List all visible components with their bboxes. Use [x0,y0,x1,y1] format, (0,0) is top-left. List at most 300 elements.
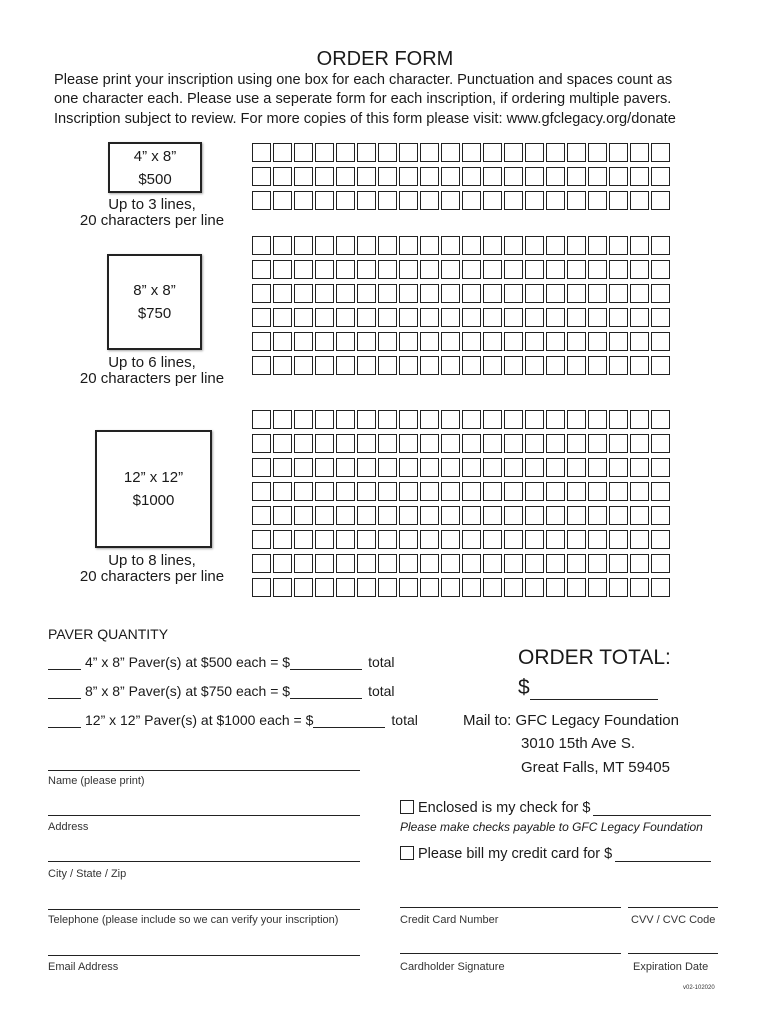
character-box[interactable] [315,143,334,162]
character-box[interactable] [315,260,334,279]
inscription-grid-4x8[interactable] [252,143,670,210]
character-box[interactable] [273,554,292,573]
character-box[interactable] [294,356,313,375]
check-amount-input[interactable] [593,801,711,816]
character-box[interactable] [504,191,523,210]
character-box[interactable] [294,308,313,327]
character-box[interactable] [441,356,460,375]
character-box[interactable] [273,410,292,429]
character-box[interactable] [630,236,649,255]
character-box[interactable] [441,434,460,453]
telephone-field[interactable] [48,909,360,910]
character-box[interactable] [609,308,628,327]
character-box[interactable] [378,167,397,186]
character-box[interactable] [588,236,607,255]
character-box[interactable] [462,506,481,525]
subtotal-8x8-input[interactable] [290,686,362,699]
character-box[interactable] [483,506,502,525]
character-box[interactable] [609,260,628,279]
character-box[interactable] [483,191,502,210]
character-box[interactable] [525,191,544,210]
character-box[interactable] [357,554,376,573]
character-box[interactable] [399,284,418,303]
character-box[interactable] [462,530,481,549]
character-box[interactable] [651,578,670,597]
character-box[interactable] [420,530,439,549]
character-box[interactable] [588,458,607,477]
character-box[interactable] [357,458,376,477]
character-box[interactable] [504,143,523,162]
credit-amount-input[interactable] [615,847,711,862]
character-box[interactable] [567,530,586,549]
character-box[interactable] [441,458,460,477]
character-box[interactable] [273,308,292,327]
character-box[interactable] [294,332,313,351]
character-box[interactable] [420,284,439,303]
character-box[interactable] [252,167,271,186]
character-box[interactable] [399,506,418,525]
character-box[interactable] [630,506,649,525]
character-box[interactable] [525,410,544,429]
character-box[interactable] [273,236,292,255]
character-box[interactable] [273,284,292,303]
character-box[interactable] [378,530,397,549]
character-box[interactable] [252,284,271,303]
character-box[interactable] [483,578,502,597]
character-box[interactable] [630,434,649,453]
cvv-field[interactable] [628,907,718,908]
subtotal-4x8-input[interactable] [290,657,362,670]
character-box[interactable] [462,482,481,501]
character-box[interactable] [441,578,460,597]
character-box[interactable] [378,482,397,501]
character-box[interactable] [273,578,292,597]
name-field[interactable] [48,770,360,771]
credit-checkbox[interactable] [400,846,414,860]
character-box[interactable] [504,308,523,327]
character-box[interactable] [462,410,481,429]
character-box[interactable] [399,578,418,597]
character-box[interactable] [252,458,271,477]
character-box[interactable] [525,578,544,597]
character-box[interactable] [315,236,334,255]
character-box[interactable] [336,410,355,429]
character-box[interactable] [357,482,376,501]
character-box[interactable] [273,143,292,162]
character-box[interactable] [462,260,481,279]
character-box[interactable] [630,167,649,186]
character-box[interactable] [441,410,460,429]
character-box[interactable] [441,506,460,525]
character-box[interactable] [273,530,292,549]
character-box[interactable] [462,458,481,477]
character-box[interactable] [462,434,481,453]
character-box[interactable] [336,143,355,162]
character-box[interactable] [630,356,649,375]
character-box[interactable] [588,167,607,186]
character-box[interactable] [378,356,397,375]
character-box[interactable] [252,191,271,210]
character-box[interactable] [525,530,544,549]
character-box[interactable] [630,284,649,303]
character-box[interactable] [609,482,628,501]
character-box[interactable] [420,434,439,453]
character-box[interactable] [294,191,313,210]
character-box[interactable] [336,284,355,303]
character-box[interactable] [546,482,565,501]
character-box[interactable] [294,530,313,549]
character-box[interactable] [315,434,334,453]
character-box[interactable] [462,332,481,351]
character-box[interactable] [651,458,670,477]
character-box[interactable] [630,308,649,327]
character-box[interactable] [357,356,376,375]
character-box[interactable] [357,284,376,303]
character-box[interactable] [609,410,628,429]
character-box[interactable] [420,236,439,255]
character-box[interactable] [273,506,292,525]
character-box[interactable] [567,482,586,501]
character-box[interactable] [651,167,670,186]
character-box[interactable] [588,356,607,375]
character-box[interactable] [252,530,271,549]
character-box[interactable] [441,236,460,255]
character-box[interactable] [399,410,418,429]
character-box[interactable] [252,356,271,375]
character-box[interactable] [588,308,607,327]
character-box[interactable] [420,356,439,375]
character-box[interactable] [630,260,649,279]
check-checkbox[interactable] [400,800,414,814]
character-box[interactable] [609,284,628,303]
character-box[interactable] [357,530,376,549]
character-box[interactable] [315,356,334,375]
character-box[interactable] [504,458,523,477]
character-box[interactable] [483,434,502,453]
character-box[interactable] [252,236,271,255]
character-box[interactable] [567,284,586,303]
character-box[interactable] [399,236,418,255]
character-box[interactable] [609,167,628,186]
character-box[interactable] [441,191,460,210]
character-box[interactable] [525,308,544,327]
character-box[interactable] [378,236,397,255]
character-box[interactable] [336,458,355,477]
character-box[interactable] [462,284,481,303]
signature-field[interactable] [400,953,621,954]
character-box[interactable] [378,434,397,453]
character-box[interactable] [378,308,397,327]
quantity-4x8-input[interactable] [48,657,81,670]
character-box[interactable] [567,167,586,186]
character-box[interactable] [399,434,418,453]
character-box[interactable] [546,236,565,255]
character-box[interactable] [609,458,628,477]
character-box[interactable] [588,434,607,453]
character-box[interactable] [588,332,607,351]
character-box[interactable] [357,434,376,453]
character-box[interactable] [420,554,439,573]
inscription-grid-12x12[interactable] [252,410,670,597]
character-box[interactable] [504,284,523,303]
character-box[interactable] [420,458,439,477]
character-box[interactable] [651,434,670,453]
character-box[interactable] [378,506,397,525]
character-box[interactable] [567,332,586,351]
character-box[interactable] [336,332,355,351]
character-box[interactable] [315,191,334,210]
character-box[interactable] [630,458,649,477]
character-box[interactable] [567,458,586,477]
character-box[interactable] [399,332,418,351]
character-box[interactable] [357,308,376,327]
character-box[interactable] [567,236,586,255]
character-box[interactable] [588,191,607,210]
character-box[interactable] [651,236,670,255]
character-box[interactable] [252,554,271,573]
character-box[interactable] [630,332,649,351]
character-box[interactable] [420,167,439,186]
character-box[interactable] [378,284,397,303]
character-box[interactable] [609,236,628,255]
character-box[interactable] [588,410,607,429]
character-box[interactable] [546,458,565,477]
character-box[interactable] [504,260,523,279]
character-box[interactable] [378,191,397,210]
character-box[interactable] [651,530,670,549]
character-box[interactable] [441,143,460,162]
character-box[interactable] [441,308,460,327]
character-box[interactable] [420,410,439,429]
character-box[interactable] [378,554,397,573]
character-box[interactable] [462,167,481,186]
character-box[interactable] [546,356,565,375]
character-box[interactable] [525,284,544,303]
character-box[interactable] [252,308,271,327]
character-box[interactable] [336,554,355,573]
character-box[interactable] [294,236,313,255]
character-box[interactable] [567,260,586,279]
character-box[interactable] [294,506,313,525]
character-box[interactable] [504,506,523,525]
character-box[interactable] [336,506,355,525]
character-box[interactable] [399,143,418,162]
character-box[interactable] [399,554,418,573]
character-box[interactable] [567,356,586,375]
character-box[interactable] [588,554,607,573]
character-box[interactable] [483,332,502,351]
character-box[interactable] [420,332,439,351]
character-box[interactable] [315,284,334,303]
quantity-8x8-input[interactable] [48,686,81,699]
character-box[interactable] [273,332,292,351]
character-box[interactable] [252,332,271,351]
character-box[interactable] [609,191,628,210]
character-box[interactable] [294,554,313,573]
character-box[interactable] [483,482,502,501]
character-box[interactable] [273,434,292,453]
character-box[interactable] [336,191,355,210]
character-box[interactable] [441,554,460,573]
character-box[interactable] [378,260,397,279]
character-box[interactable] [609,578,628,597]
card-number-field[interactable] [400,907,621,908]
character-box[interactable] [273,482,292,501]
character-box[interactable] [525,143,544,162]
character-box[interactable] [273,458,292,477]
character-box[interactable] [336,482,355,501]
character-box[interactable] [441,530,460,549]
character-box[interactable] [651,191,670,210]
character-box[interactable] [336,530,355,549]
character-box[interactable] [525,554,544,573]
character-box[interactable] [567,143,586,162]
character-box[interactable] [609,530,628,549]
character-box[interactable] [525,434,544,453]
character-box[interactable] [378,332,397,351]
character-box[interactable] [651,410,670,429]
character-box[interactable] [651,284,670,303]
character-box[interactable] [336,167,355,186]
character-box[interactable] [504,434,523,453]
character-box[interactable] [336,308,355,327]
character-box[interactable] [525,506,544,525]
character-box[interactable] [504,530,523,549]
character-box[interactable] [609,356,628,375]
character-box[interactable] [546,530,565,549]
character-box[interactable] [504,236,523,255]
character-box[interactable] [315,167,334,186]
character-box[interactable] [567,191,586,210]
character-box[interactable] [630,191,649,210]
character-box[interactable] [483,308,502,327]
character-box[interactable] [483,530,502,549]
character-box[interactable] [315,506,334,525]
character-box[interactable] [609,554,628,573]
character-box[interactable] [294,284,313,303]
character-box[interactable] [546,554,565,573]
order-total-input[interactable] [530,681,658,700]
character-box[interactable] [483,260,502,279]
character-box[interactable] [588,284,607,303]
character-box[interactable] [294,578,313,597]
character-box[interactable] [504,578,523,597]
character-box[interactable] [420,143,439,162]
character-box[interactable] [525,356,544,375]
city-state-zip-field[interactable] [48,861,360,862]
character-box[interactable] [630,530,649,549]
character-box[interactable] [399,308,418,327]
character-box[interactable] [315,554,334,573]
character-box[interactable] [441,284,460,303]
character-box[interactable] [273,356,292,375]
character-box[interactable] [357,191,376,210]
character-box[interactable] [378,458,397,477]
character-box[interactable] [483,236,502,255]
character-box[interactable] [273,191,292,210]
character-box[interactable] [630,410,649,429]
character-box[interactable] [567,554,586,573]
character-box[interactable] [420,482,439,501]
character-box[interactable] [252,434,271,453]
character-box[interactable] [651,332,670,351]
character-box[interactable] [336,236,355,255]
character-box[interactable] [252,482,271,501]
character-box[interactable] [651,143,670,162]
character-box[interactable] [525,332,544,351]
character-box[interactable] [357,167,376,186]
character-box[interactable] [378,410,397,429]
character-box[interactable] [588,578,607,597]
character-box[interactable] [483,554,502,573]
character-box[interactable] [294,260,313,279]
character-box[interactable] [252,578,271,597]
character-box[interactable] [483,284,502,303]
character-box[interactable] [399,356,418,375]
character-box[interactable] [252,506,271,525]
character-box[interactable] [420,506,439,525]
character-box[interactable] [420,260,439,279]
character-box[interactable] [504,356,523,375]
character-box[interactable] [630,482,649,501]
character-box[interactable] [483,410,502,429]
character-box[interactable] [546,191,565,210]
character-box[interactable] [504,167,523,186]
expiration-field[interactable] [628,953,718,954]
character-box[interactable] [462,356,481,375]
character-box[interactable] [294,167,313,186]
character-box[interactable] [567,434,586,453]
character-box[interactable] [294,143,313,162]
character-box[interactable] [462,308,481,327]
character-box[interactable] [441,332,460,351]
character-box[interactable] [651,482,670,501]
character-box[interactable] [294,410,313,429]
character-box[interactable] [420,578,439,597]
character-box[interactable] [567,506,586,525]
character-box[interactable] [399,530,418,549]
character-box[interactable] [483,458,502,477]
character-box[interactable] [399,458,418,477]
character-box[interactable] [357,236,376,255]
character-box[interactable] [336,356,355,375]
character-box[interactable] [294,434,313,453]
character-box[interactable] [273,260,292,279]
character-box[interactable] [546,308,565,327]
character-box[interactable] [651,308,670,327]
character-box[interactable] [630,143,649,162]
character-box[interactable] [630,554,649,573]
character-box[interactable] [588,506,607,525]
character-box[interactable] [462,578,481,597]
character-box[interactable] [399,167,418,186]
character-box[interactable] [315,332,334,351]
character-box[interactable] [651,356,670,375]
character-box[interactable] [567,308,586,327]
character-box[interactable] [546,260,565,279]
character-box[interactable] [420,308,439,327]
quantity-12x12-input[interactable] [48,715,81,728]
character-box[interactable] [483,143,502,162]
character-box[interactable] [546,284,565,303]
character-box[interactable] [504,482,523,501]
email-field[interactable] [48,955,360,956]
character-box[interactable] [609,506,628,525]
character-box[interactable] [588,143,607,162]
character-box[interactable] [252,143,271,162]
character-box[interactable] [357,506,376,525]
character-box[interactable] [525,167,544,186]
